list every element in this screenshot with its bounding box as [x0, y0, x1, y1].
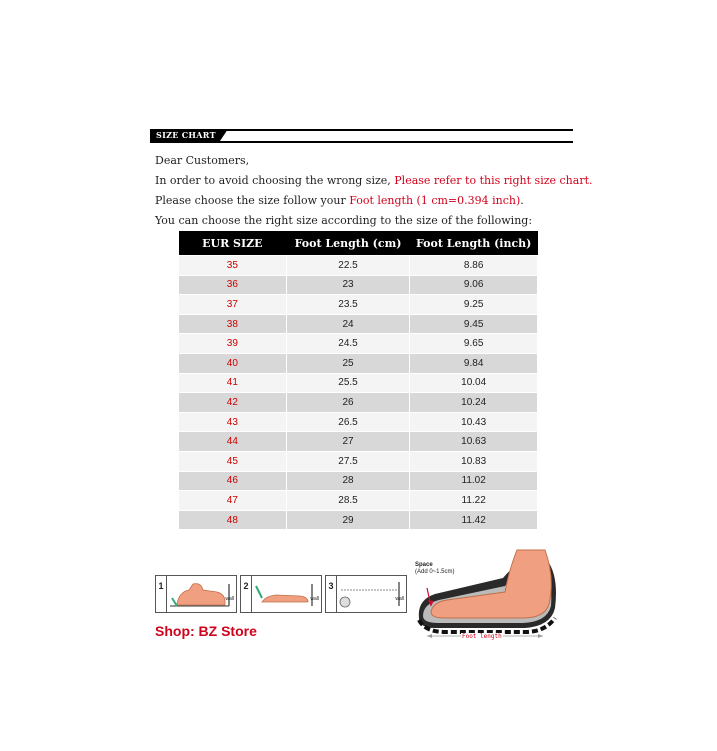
table-row — [179, 451, 538, 471]
foot-length-cm-cell: 28.5 — [286, 491, 410, 511]
column-header-inch: Foot Length (inch) — [410, 231, 538, 256]
eur-size-cell: 42 — [179, 393, 287, 413]
intro-line-3 — [155, 191, 593, 211]
eur-size-cell: 43 — [179, 412, 287, 432]
table-row — [179, 412, 538, 432]
column-header-eur: EUR SIZE — [179, 231, 287, 256]
foot-on-paper-icon — [167, 576, 237, 612]
eur-size-cell: 39 — [179, 334, 287, 354]
foot-length-cm-cell: 22.5 — [286, 256, 410, 276]
intro-line-3-text: Please choose the size follow your — [155, 194, 350, 207]
foot-length-inch-cell: 10.04 — [410, 373, 538, 393]
step-number: 1 — [156, 576, 167, 612]
step-number: 3 — [326, 576, 337, 612]
step-number: 2 — [241, 576, 252, 612]
foot-length-inch-cell: 9.45 — [410, 314, 538, 334]
foot-length-label: Foot length — [462, 633, 502, 640]
step-1 — [155, 575, 237, 613]
foot-length-inch-cell: 11.42 — [410, 510, 538, 530]
eur-size-cell: 47 — [179, 491, 287, 511]
table-row — [179, 334, 538, 354]
eur-size-cell: 38 — [179, 314, 287, 334]
table-row — [179, 471, 538, 491]
table-row — [179, 432, 538, 452]
table-row — [179, 393, 538, 413]
foot-length-cm-cell: 24 — [286, 314, 410, 334]
foot-length-cm-cell: 23.5 — [286, 295, 410, 315]
wall-label: wall — [395, 596, 404, 602]
wall-label: wall — [310, 596, 319, 602]
foot-length-cm-cell: 29 — [286, 510, 410, 530]
space-label: Space — [415, 562, 433, 568]
space-add-label: (Add 0~1.5cm) — [415, 569, 455, 575]
intro-line-3-end: . — [520, 194, 524, 207]
foot-length-cm-cell: 23 — [286, 275, 410, 295]
foot-length-inch-cell: 10.63 — [410, 432, 538, 452]
table-row — [179, 510, 538, 530]
table-row — [179, 491, 538, 511]
foot-length-cm-cell: 27.5 — [286, 451, 410, 471]
eur-size-cell: 37 — [179, 295, 287, 315]
table-row — [179, 295, 538, 315]
wall-label: wall — [225, 596, 234, 602]
foot-length-inch-cell: 11.22 — [410, 491, 538, 511]
table-header-row — [179, 231, 538, 256]
step-3 — [325, 575, 407, 613]
intro-line-2-highlight: Please refer to this right size chart. — [394, 174, 593, 187]
table-row — [179, 353, 538, 373]
intro-text — [155, 151, 593, 231]
eur-size-cell: 35 — [179, 256, 287, 276]
column-header-cm: Foot Length (cm) — [286, 231, 410, 256]
eur-size-cell: 45 — [179, 451, 287, 471]
foot-length-inch-cell: 9.25 — [410, 295, 538, 315]
size-chart-header — [150, 129, 573, 143]
table-row — [179, 314, 538, 334]
intro-line-2-text: In order to avoid choosing the wrong size, — [155, 174, 395, 187]
eur-size-cell: 48 — [179, 510, 287, 530]
foot-length-cm-cell: 28 — [286, 471, 410, 491]
eur-size-cell: 41 — [179, 373, 287, 393]
table-row — [179, 256, 538, 276]
intro-line-4: You can choose the right size according to the size of the following: — [155, 214, 533, 227]
foot-length-cm-cell: 26 — [286, 393, 410, 413]
size-chart-title: SIZE CHART — [156, 130, 216, 140]
step-2 — [240, 575, 322, 613]
table-body — [179, 256, 538, 530]
foot-length-inch-cell: 8.86 — [410, 256, 538, 276]
foot-length-inch-cell: 10.43 — [410, 412, 538, 432]
table-row — [179, 275, 538, 295]
shop-name: Shop: BZ Store — [155, 623, 257, 639]
foot-length-inch-cell: 9.84 — [410, 353, 538, 373]
foot-length-cm-cell: 25.5 — [286, 373, 410, 393]
eur-size-cell: 40 — [179, 353, 287, 373]
foot-length-inch-cell: 11.02 — [410, 471, 538, 491]
intro-line-2 — [155, 171, 593, 191]
foot-in-shoe-diagram — [405, 548, 565, 643]
foot-length-cm-cell: 25 — [286, 353, 410, 373]
foot-length-cm-cell: 24.5 — [286, 334, 410, 354]
greeting: Dear Customers, — [155, 154, 250, 167]
foot-length-cm-cell: 27 — [286, 432, 410, 452]
foot-length-inch-cell: 10.24 — [410, 393, 538, 413]
table-row — [179, 373, 538, 393]
foot-length-inch-cell: 9.06 — [410, 275, 538, 295]
eur-size-cell: 36 — [179, 275, 287, 295]
measurement-steps — [155, 575, 407, 613]
intro-line-3-highlight: Foot length (1 cm=0.394 inch) — [349, 194, 521, 207]
size-table — [178, 231, 538, 530]
eur-size-cell: 46 — [179, 471, 287, 491]
foot-length-inch-cell: 10.83 — [410, 451, 538, 471]
foot-length-inch-cell: 9.65 — [410, 334, 538, 354]
foot-marking-icon — [252, 576, 322, 612]
foot-length-cm-cell: 26.5 — [286, 412, 410, 432]
eur-size-cell: 44 — [179, 432, 287, 452]
measuring-tape-icon — [337, 576, 407, 612]
